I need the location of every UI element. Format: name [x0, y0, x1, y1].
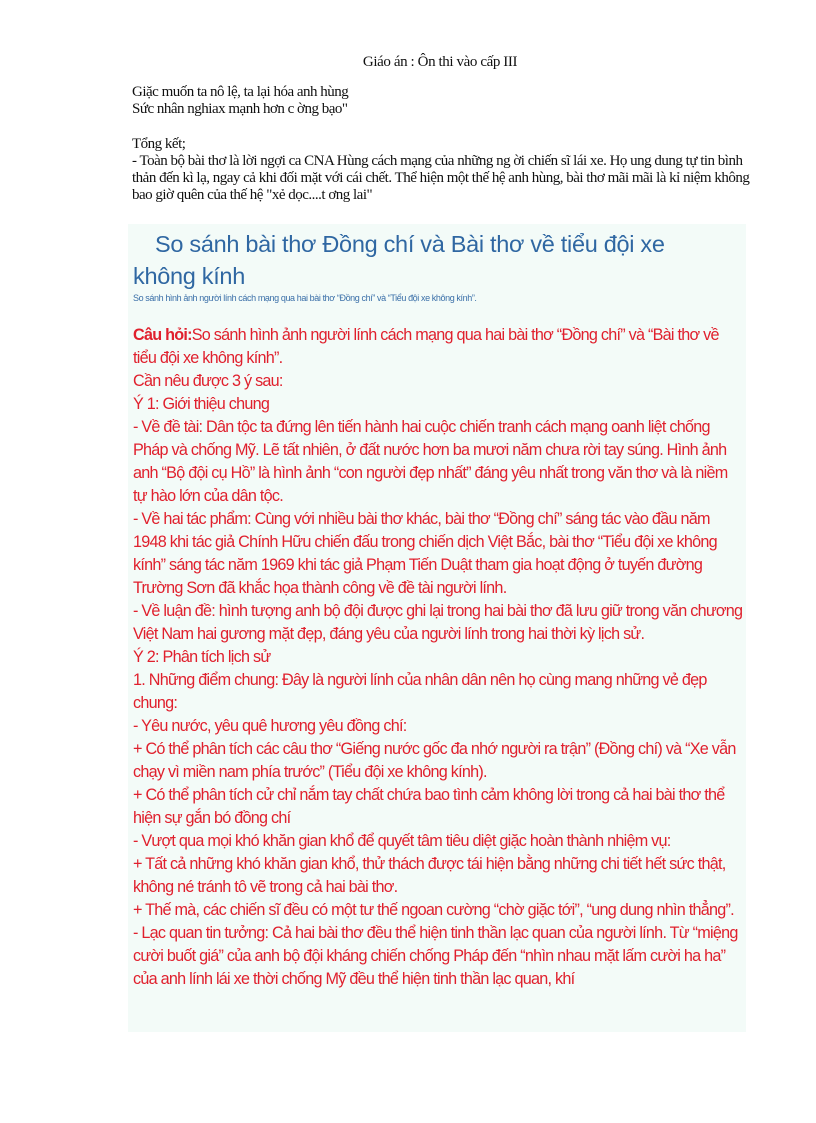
summary-section [132, 136, 752, 204]
poem-line: Sức nhân nghiax mạnh hơn c ờng bạo" [132, 101, 348, 117]
article-subtitle: So sánh hình ảnh người lính cách mạng qua hai bài thơ “Đồng chí” và “Tiểu đội xe không kính”. [133, 293, 477, 303]
poem-line: Giặc muốn ta nô lệ, ta lại hóa anh hùng [132, 84, 349, 100]
body-paragraph: - Về luận đề: hình tượng anh bộ đội được ghi lại trong hai bài thơ đã lưu giữ trong văn chương Việt Nam hai gương mặt đẹp, đáng yêu của người lính trong hai thời kỳ lịch sử. [133, 602, 743, 643]
summary-text: - Toàn bộ bài thơ là lời ngợi ca CNA Hùng cách mạng của những ng ời chiến sĩ lái xe. Họ ung dung tự tin bình thản đến kì lạ, ngay cả khi đối mặt với cái chết. Thể hiện một thế hệ anh hùng, bài thơ mãi mãi là kỉ niệm không bao giờ quên của thế hệ "xẻ dọc....t ơng lai" [132, 153, 750, 203]
summary-heading: Tổng kết; [132, 136, 186, 152]
body-paragraph: + Có thể phân tích các câu thơ “Giếng nước gốc đa nhớ người ra trận” (Đồng chí) và “Xe vẫn chạy vì miền nam phía trước” (Tiểu đội xe không kính). [133, 740, 736, 781]
question-paragraph [133, 324, 745, 370]
body-paragraph: + Thế mà, các chiến sĩ đều có một tư thế ngoan cường “chờ giặc tới”, “ung dung nhìn thẳng”. [133, 901, 734, 919]
body-paragraph: + Tất cả những khó khăn gian khổ, thử thách được tái hiện bằng những chi tiết hết sức thật, không né tránh tô vẽ trong cả hai bài thơ. [133, 855, 726, 896]
article-title-line2: không kính [133, 263, 245, 289]
article-box [128, 224, 746, 1032]
poem-excerpt [132, 84, 752, 118]
question-text: So sánh hình ảnh người lính cách mạng qua hai bài thơ “Đồng chí” và “Bài thơ về tiểu đội xe không kính”. [133, 326, 719, 367]
body-paragraph: - Vượt qua mọi khó khăn gian khổ để quyết tâm tiêu diệt giặc hoàn thành nhiệm vụ: [133, 832, 671, 850]
article-title [133, 228, 746, 292]
page-header: Giáo án : Ôn thi vào cấp III [362, 54, 518, 70]
body-paragraph: + Có thể phân tích cử chỉ nắm tay chất chứa bao tình cảm không lời trong cả hai bài thơ thể hiện sự gắn bó đồng chí [133, 786, 725, 827]
body-paragraph: - Về hai tác phẩm: Cùng với nhiều bài thơ khác, bài thơ “Đồng chí” sáng tác vào đầu năm 1948 khi tác giả Chính Hữu chiến đấu trong chiến dịch Việt Bắc, bài thơ “Tiểu đội xe không kính” sáng tác năm 1969 khi tác giả Phạm Tiến Duật tham gia hoạt động ở tuyến đường Trường Sơn đã khắc họa thành công về đề tài người lính. [133, 510, 717, 597]
question-label: Câu hỏi: [133, 326, 192, 344]
body-paragraph: - Về đề tài: Dân tộc ta đứng lên tiến hành hai cuộc chiến tranh cách mạng oanh liệt chống Pháp và chống Mỹ. Lẽ tất nhiên, ở đất nước hơn ba mươi năm chưa rời tay súng. Hình ảnh anh “Bộ đội cụ Hồ” là hình ảnh “con người đẹp nhất” đáng yêu nhất trong văn thơ và là niềm tự hào lớn của dân tộc. [133, 418, 728, 505]
article-title-line1: So sánh bài thơ Đồng chí và Bài thơ về tiểu đội xe [155, 231, 665, 257]
article-body [133, 324, 745, 991]
body-paragraph: Ý 2: Phân tích lịch sử [133, 648, 271, 666]
body-paragraph: - Lạc quan tin tưởng: Cả hai bài thơ đều thể hiện tinh thần lạc quan của người lính. Từ “miệng cười buốt giá” của anh bộ đội kháng chiến chống Pháp đến “nhìn nhau mặt lấm cười ha ha” của anh lính lái xe thời chống Mỹ đều thể hiện tinh thần lạc quan, khí [133, 924, 738, 988]
body-paragraph: - Yêu nước, yêu quê hương yêu đồng chí: [133, 717, 407, 735]
body-paragraph: Ý 1: Giới thiệu chung [133, 395, 270, 413]
body-paragraph: Cần nêu được 3 ý sau: [133, 372, 283, 390]
body-paragraph: 1. Những điểm chung: Đây là người lính của nhân dân nên họ cùng mang những vẻ đẹp chung: [133, 671, 707, 712]
